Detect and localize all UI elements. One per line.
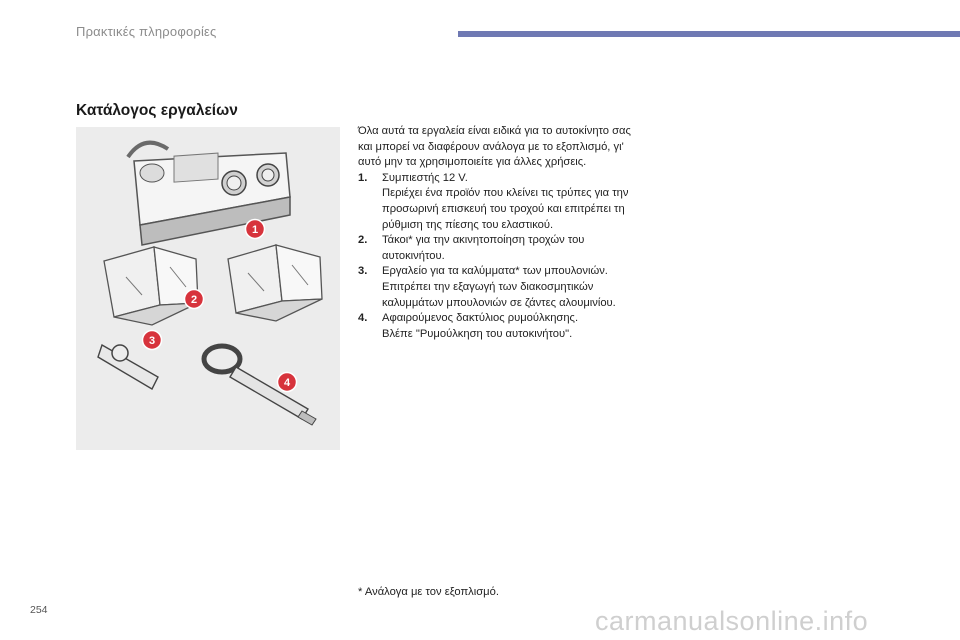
intro-paragraph: Όλα αυτά τα εργαλεία είναι ειδικά για το αυτοκίνητο σας και μπορεί να διαφέρουν ανάλογα με το εξοπλισμό, γι' αυτό μην τα χρησιμοποιείτε για άλλες χρήσεις. (358, 125, 631, 169)
wheel-chock-right-image (228, 245, 322, 321)
list-item-number: 4. (358, 312, 368, 325)
svg-text:3: 3 (148, 335, 156, 347)
compressor-image (128, 143, 290, 245)
callout-2 (185, 290, 204, 309)
list-item-number: 3. (358, 265, 368, 278)
callout-4 (278, 373, 297, 392)
section-title: Κατάλογος εργαλείων (76, 102, 238, 119)
item-title: Αφαιρούμενος δακτύλιος ρυμούλκησης. (382, 312, 579, 325)
item-description: Επιτρέπει την εξαγωγή των διακοσμητικών καλυμμάτων μπουλονιών σε ζάντες αλουμινίου. (382, 280, 616, 309)
item-title: Συμπιεστής 12 V. (382, 171, 468, 184)
svg-text:2: 2 (190, 294, 198, 306)
list-item (358, 171, 638, 233)
tool-description (358, 124, 638, 342)
callout-1 (246, 220, 265, 239)
item-description: Περιέχει ένα προϊόν που κλείνει τις τρύπες για την προσωρινή επισκευή του τροχού και επιτρέπει τη ρύθμιση της πίεσης του ελαστικού. (382, 187, 629, 231)
list-item (358, 264, 638, 311)
svg-text:1: 1 (251, 224, 259, 236)
list-item-number: 1. (358, 171, 368, 184)
page-number: 254 (30, 604, 48, 616)
list-item-number: 2. (358, 234, 368, 247)
towing-eye-image (204, 346, 316, 425)
watermark-link[interactable]: carmanualsonline.info (595, 606, 869, 636)
wheel-chock-left-image (104, 247, 198, 325)
item-description: Βλέπε "Ρυμούλκηση του αυτοκινήτου". (382, 327, 573, 340)
callout-3 (143, 331, 162, 350)
tools-illustration (76, 127, 340, 450)
svg-text:4: 4 (283, 377, 291, 389)
item-title: Τάκοι* για την ακινητοποίηση τροχών του αυτοκινήτου. (382, 234, 585, 262)
list-item (358, 233, 638, 264)
item-title: Εργαλείο για τα καλύμματα* των μπουλονιών. (382, 265, 608, 278)
footnote: * Ανάλογα με τον εξοπλισμό. (358, 586, 499, 598)
bolt-cap-tool-image (98, 345, 158, 389)
header-accent-bar (458, 31, 960, 37)
list-item (358, 311, 638, 342)
page-header-title: Πρακτικές πληροφορίες (76, 24, 217, 39)
